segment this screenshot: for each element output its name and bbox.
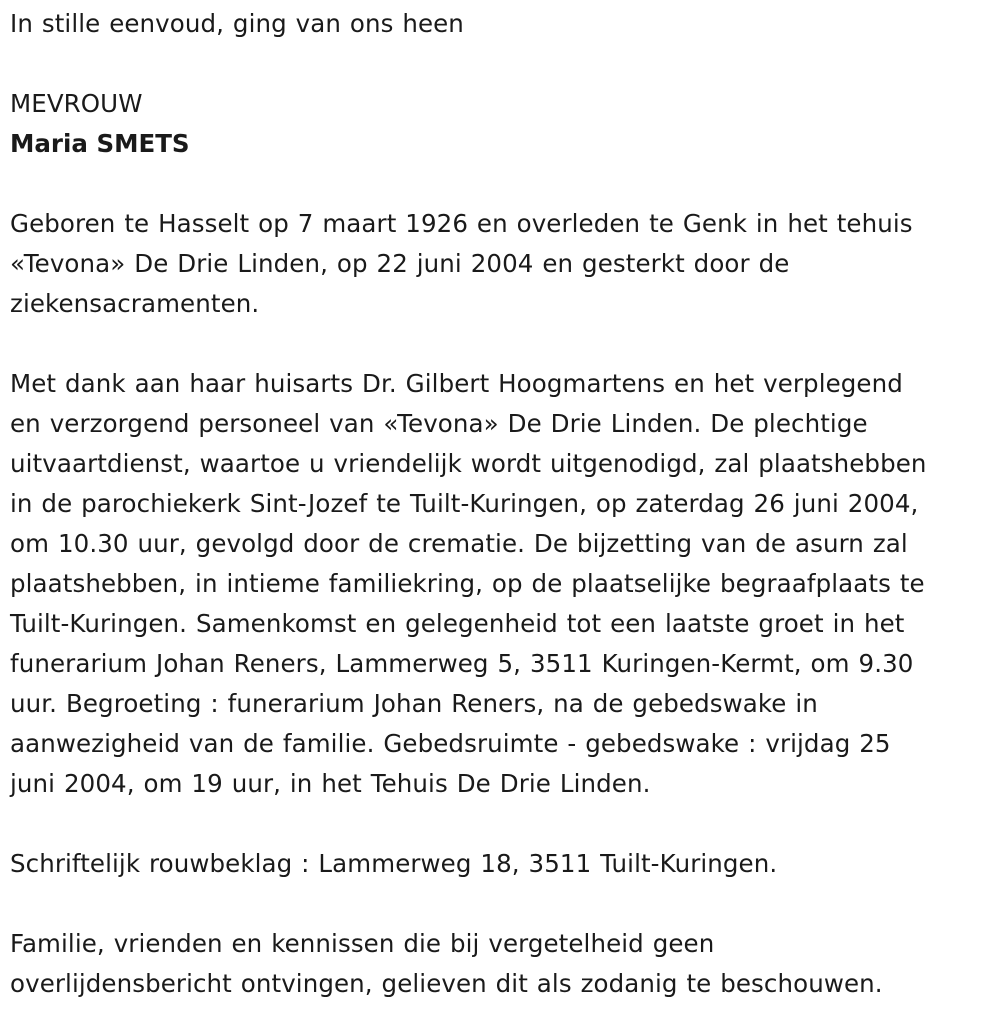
funeral-service-paragraph (10, 364, 985, 804)
paragraph-line: plaatshebben, in intieme familiekring, op de plaatselijke begraafplaats te (10, 569, 925, 598)
deceased-name: Maria SMETS (10, 129, 190, 158)
paragraph-line: aanwezigheid van de familie. Gebedsruimte - gebedswake : vrijdag 25 (10, 729, 891, 758)
spacer (10, 884, 985, 924)
paragraph-line: in de parochiekerk Sint-Jozef te Tuilt-Kuringen, op zaterdag 26 juni 2004, (10, 489, 919, 518)
paragraph-line: uitvaartdienst, waartoe u vriendelijk wordt uitgenodigd, zal plaatshebben (10, 449, 927, 478)
closing-paragraph (10, 924, 985, 1004)
spacer (10, 804, 985, 844)
paragraph-line: uur. Begroeting : funerarium Johan Reners, na de gebedswake in (10, 689, 818, 718)
paragraph-line: en verzorgend personeel van «Tevona» De Drie Linden. De plechtige (10, 409, 868, 438)
intro-line: In stille eenvoud, ging van ons heen (10, 9, 464, 38)
birth-death-paragraph (10, 204, 985, 324)
paragraph-line: om 10.30 uur, gevolgd door de crematie. De bijzetting van de asurn zal (10, 529, 908, 558)
condolence-address: Schriftelijk rouwbeklag : Lammerweg 18, 3511 Tuilt-Kuringen. (10, 849, 778, 878)
spacer (10, 324, 985, 364)
paragraph-line: «Tevona» De Drie Linden, op 22 juni 2004 en gesterkt door de (10, 249, 790, 278)
paragraph-line: ziekensacramenten. (10, 289, 260, 318)
paragraph-line: Tuilt-Kuringen. Samenkomst en gelegenheid tot een laatste groet in het (10, 609, 905, 638)
paragraph-line: Familie, vrienden en kennissen die bij vergetelheid geen (10, 929, 715, 958)
paragraph-line: funerarium Johan Reners, Lammerweg 5, 3511 Kuringen-Kermt, om 9.30 (10, 649, 914, 678)
paragraph-line: Met dank aan haar huisarts Dr. Gilbert Hoogmartens en het verplegend (10, 369, 903, 398)
honorific-title: MEVROUW (10, 89, 143, 118)
paragraph-line: overlijdensbericht ontvingen, gelieven dit als zodanig te beschouwen. (10, 969, 883, 998)
paragraph-line: Geboren te Hasselt op 7 maart 1926 en overleden te Genk in het tehuis (10, 209, 913, 238)
spacer (10, 44, 985, 84)
obituary-notice (10, 4, 985, 1004)
paragraph-line: juni 2004, om 19 uur, in het Tehuis De Drie Linden. (10, 769, 651, 798)
spacer (10, 164, 985, 204)
